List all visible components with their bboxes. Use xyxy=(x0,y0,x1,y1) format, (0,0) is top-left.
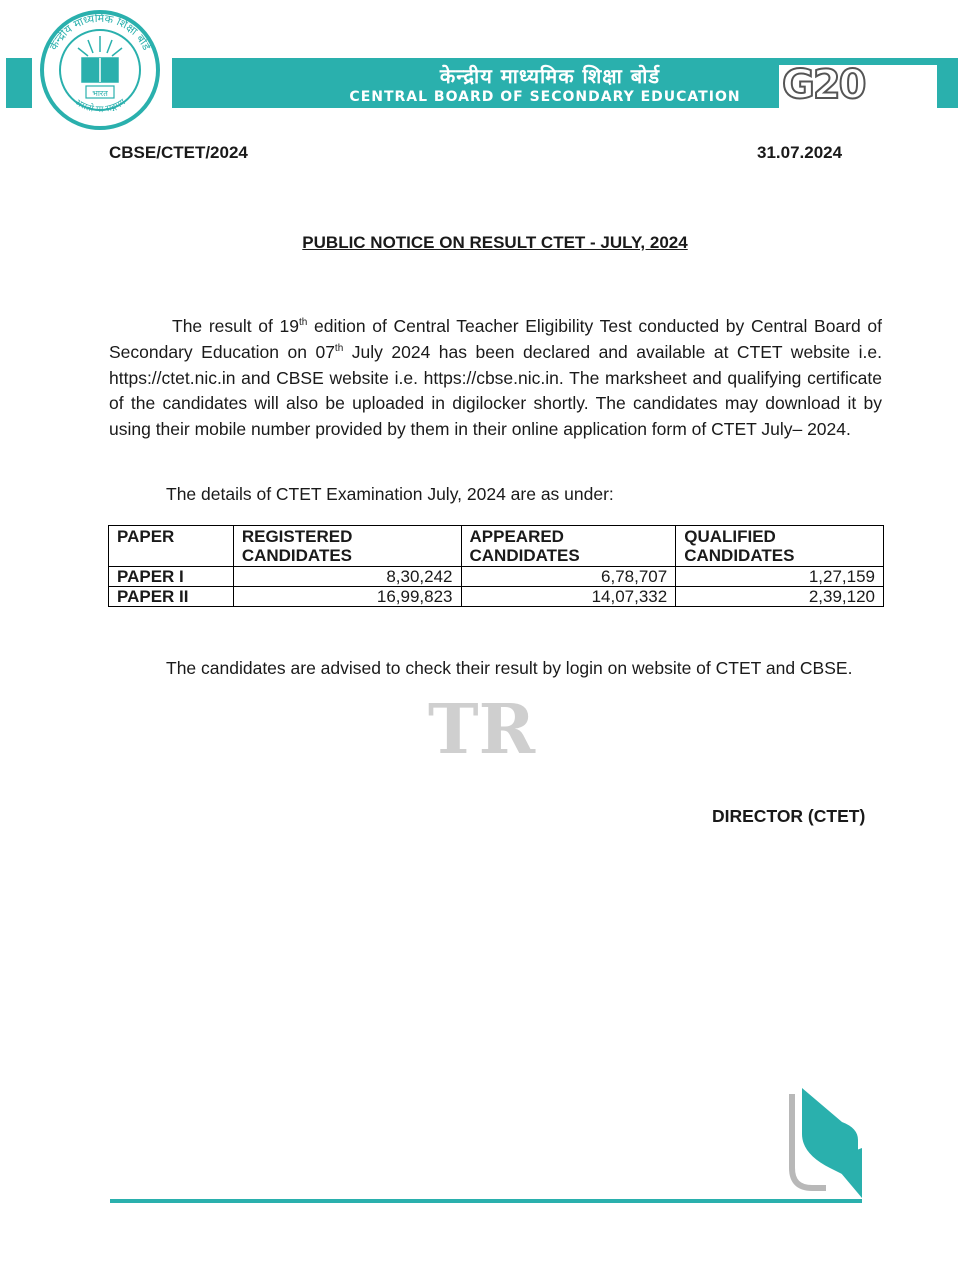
notice-date: 31.07.2024 xyxy=(757,143,843,162)
header-accent-left xyxy=(6,58,32,108)
table-row xyxy=(109,587,884,607)
header-paper: PAPER xyxy=(109,526,234,567)
table-row xyxy=(109,567,884,587)
watermark: TR xyxy=(428,690,536,770)
notice-paragraph: The result of 19th edition of Central Teacher Eligibility Test conducted by Central Board of Secondary Education on 07th July 2024 has been declared and available at CTET website i.e. https://ctet.nic.in and CBSE website i.e. https://cbse.nic.in. The marksheet and qualifying certificate of the candidates will also be uploaded in digilocker shortly. The candidates may download it by using their mobile number provided by them in their online application form of CTET July– 2024. xyxy=(109,316,882,440)
logo-text-bottom: असतो मा सद्गमय xyxy=(72,97,128,116)
g20-logo-icon: G20 xyxy=(782,62,865,108)
header-hindi-title: केन्द्रीय माध्यमिक शिक्षा बोर्ड xyxy=(439,64,661,88)
advice-paragraph: The candidates are advised to check their result by login on website of CTET and CBSE. xyxy=(166,658,853,678)
logo-text-center: भारत xyxy=(92,89,108,98)
appeared-value: 6,78,707 xyxy=(461,567,676,587)
qualified-value: 1,27,159 xyxy=(676,567,884,587)
table-header-row xyxy=(109,526,884,567)
reference-number: CBSE/CTET/2024 xyxy=(109,143,248,162)
row-label: PAPER II xyxy=(109,587,234,607)
header-appeared: APPEARED CANDIDATES xyxy=(461,526,676,567)
footer-rule xyxy=(110,1199,862,1203)
signatory: DIRECTOR (CTET) xyxy=(712,806,866,826)
logo-text-top: केन्द्रीय माध्यमिक शिक्षा बोर्ड xyxy=(46,11,154,53)
row-label: PAPER I xyxy=(109,567,234,587)
footer-brand-icon xyxy=(786,1088,866,1204)
qualified-value: 2,39,120 xyxy=(676,587,884,607)
registered-value: 16,99,823 xyxy=(233,587,461,607)
header-english-title: CENTRAL BOARD OF SECONDARY EDUCATION xyxy=(349,89,741,105)
header-qualified: QUALIFIED CANDIDATES xyxy=(676,526,884,567)
result-table xyxy=(108,525,884,607)
header-registered: REGISTERED CANDIDATES xyxy=(233,526,461,567)
notice-title: PUBLIC NOTICE ON RESULT CTET - JULY, 2024 xyxy=(302,233,688,252)
cbse-logo-icon xyxy=(38,8,162,132)
details-intro: The details of CTET Examination July, 2024 are as under: xyxy=(166,484,614,504)
registered-value: 8,30,242 xyxy=(233,567,461,587)
appeared-value: 14,07,332 xyxy=(461,587,676,607)
